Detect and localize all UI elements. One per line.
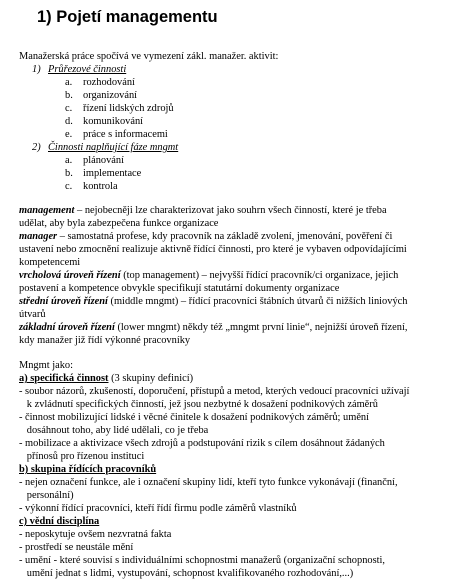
list2-number: 2) [32,142,41,153]
section-a-line: - soubor názorů, zkušeností, doporučení, přístupů a metod, kterých vedoucí pracovníci užívají [19,386,410,397]
list2-heading-row [32,141,178,154]
list-item: a. plánování [65,155,124,166]
section-c-line: umění jednat s lidmi, vystupování, schopnost kvalifikovaného rozhodování,...) [19,568,354,579]
list1-number: 1) [32,64,41,75]
section-b-line: - nejen označení funkce, ale i označení skupiny lidí, kteří tyto funkce vykonávají (finanční, [19,477,398,488]
section-c-heading: c) vědní disciplína [19,516,100,527]
section-a-line: k zvládnutí specifických činností, jež jsou nezbytné k dosažení podnikových záměrů [19,399,378,410]
definition-top-level-cont: postavení a kompetence obvykle specifikují statutární dokumenty organizace [19,283,340,294]
list-item: b. organizování [65,90,138,101]
list-item: e. práce s informacemi [65,129,168,140]
list-item: c. kontrola [65,181,118,192]
definition-manager: manager – samostatná profese, kdy pracovník na základě zvolení, jmenování, pověření či [19,231,393,242]
list-item: c. řízení lidských zdrojů [65,103,174,114]
section-c-line: - neposkytuje ovšem nezvratná fakta [19,529,172,540]
section-a-line: - činnost mobilizující lidské i věcné činitele k dosažení podnikových záměrů; umění [19,412,370,423]
definition-management: management – nejobecněji lze charakterizovat jako souhrn všech činností, které je třeba [19,205,387,216]
definition-lower-level-cont: kdy manažer již řídí výkonné pracovníky [19,335,191,346]
list1-heading: Průřezové činnosti [48,64,127,75]
list-item: b. implementace [65,168,142,179]
section-c-line: - prostředí se neustále mění [19,542,134,553]
definition-manager-cont: ustavení nebo zmocnění realizuje aktivně řídící činnosti, pro které je vybaven odpovídajícími [19,244,407,255]
definition-middle-level-cont: útvarů [19,309,46,320]
list-item: a. rozhodování [65,77,135,88]
definition-lower-level: základní úroveň řízení (lower mngmt) někdy též „mngmt první linie“, nejnižší úroveň řízení, [19,322,408,333]
definition-management-cont: udělat, aby byla zabezpečena funkce organizace [19,218,219,229]
page-title: 1) Pojetí managementu [37,8,218,26]
section-b-line: personální) [19,490,74,501]
section-a-line: přínosů pro řízenou instituci [19,451,145,462]
section-b-line: - výkonní řídící pracovníci, kteří řídí firmu podle záměrů vlastníků [19,503,297,514]
definition-middle-level: střední úroveň řízení (middle mngmt) – řídící pracovníci štábních útvarů či nižších liniových [19,296,408,307]
list-item: d. komunikování [65,116,144,127]
section-a-heading: a) specifická činnost (3 skupiny definicí) [19,373,194,384]
list1-heading-row [32,63,126,76]
intro-text: Manažerská práce spočívá ve vymezení zákl. manažer. aktivit: [19,51,279,62]
mngmt-heading: Mngmt jako: [19,360,73,371]
definition-manager-cont: kompetencemi [19,257,81,268]
section-a-line: - mobilizace a aktivizace všech zdrojů a podstupování rizik s cílem dosáhnout žádaných [19,438,385,449]
section-c-line: - umění - které souvisí s individuálními schopnostmi manažerů (organizační schopnosti, [19,555,386,566]
section-a-line: dosáhnout toho, aby lidé udělali, co je třeba [19,425,209,436]
list2-heading: Činnosti naplňující fáze mngmt [48,142,179,153]
definition-top-level: vrcholová úroveň řízení (top management) – nejvyšší řídící pracovník/ci organizace, jejich [19,270,399,281]
section-b-heading: b) skupina řídících pracovníků [19,464,157,475]
